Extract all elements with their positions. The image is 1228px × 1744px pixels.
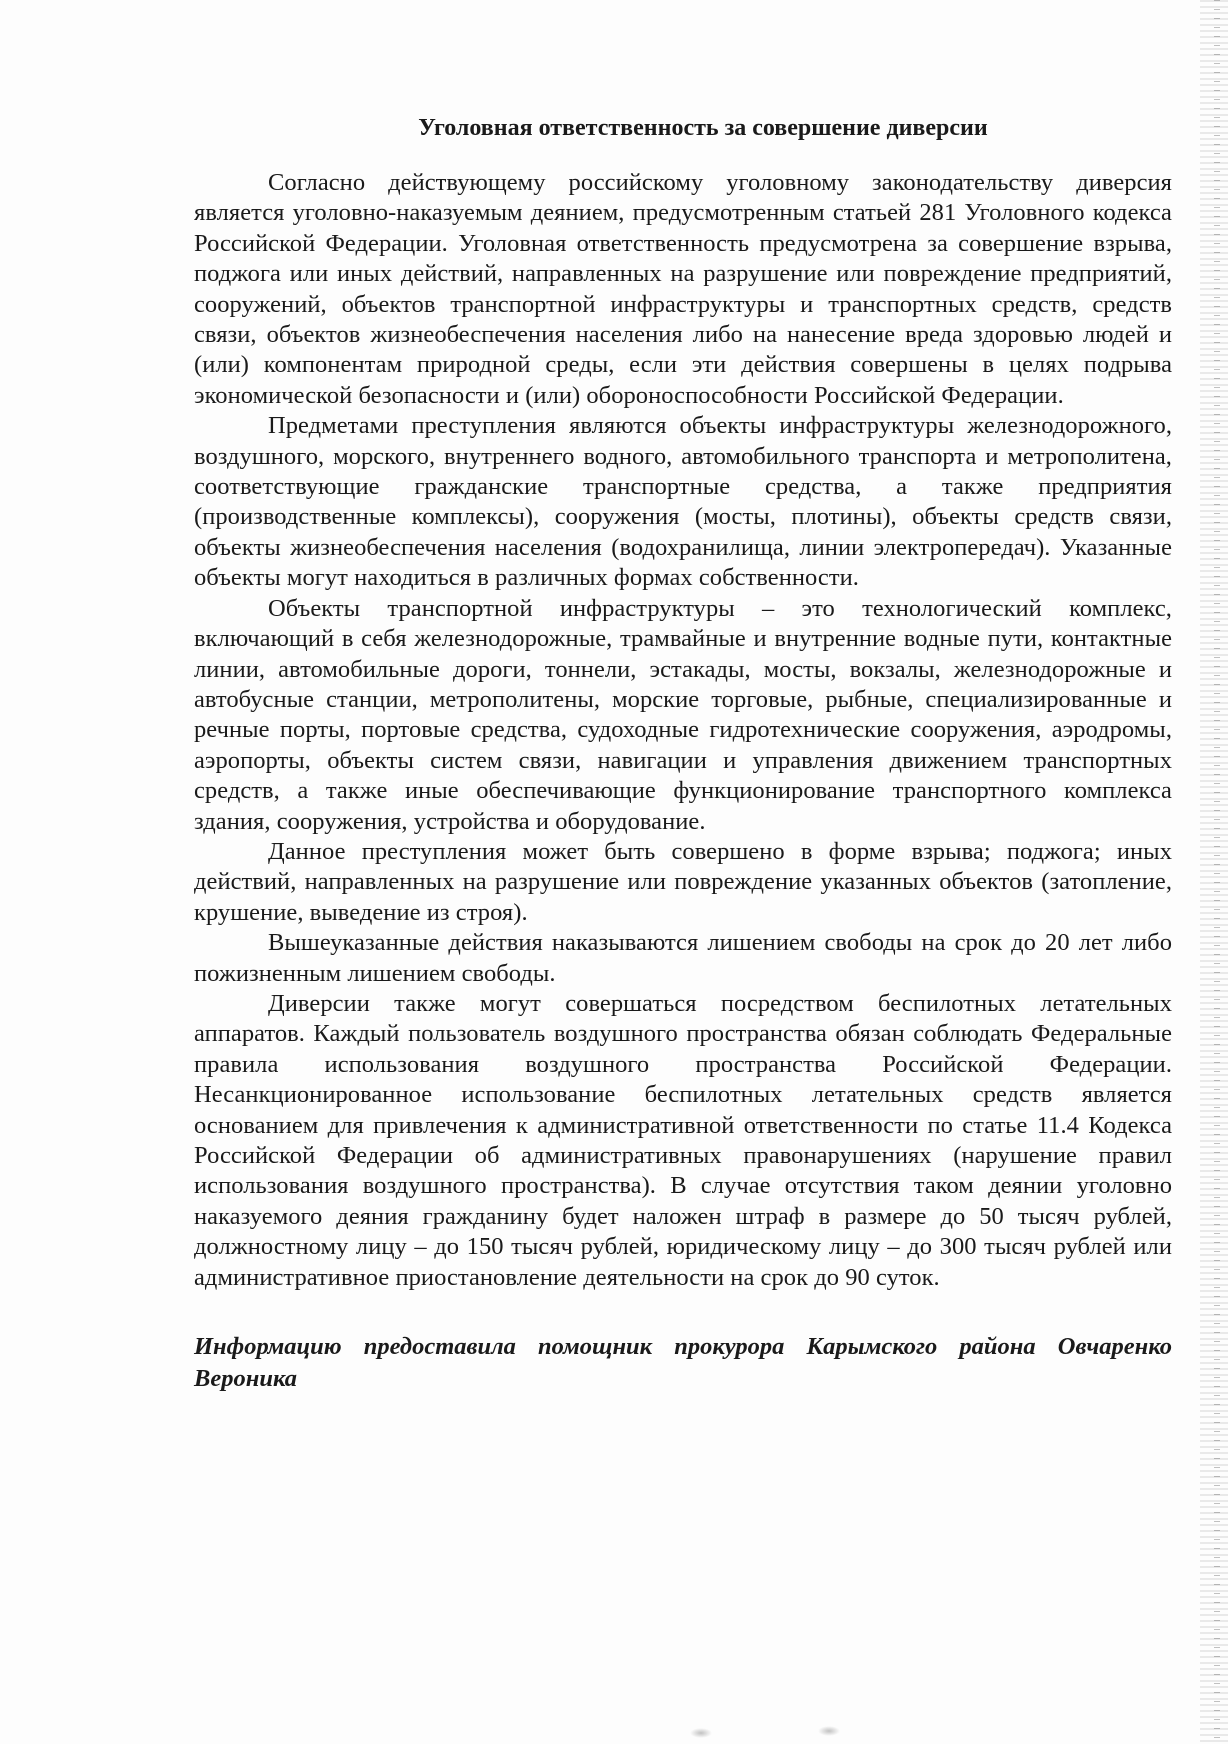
signature: Информацию предоставила помощник прокурора Карымского района Овчаренко Вероника [194,1333,1172,1393]
paragraph-4: Данное преступления может быть совершено в форме взрыва; поджога; иных действий, направленных на разрушение или повреждение указанных объектов (затопление, крушение, выведение из строя). [194,837,1172,926]
paragraph-6: Диверсии также могут совершаться посредством беспилотных летательных аппаратов. Каждый пользователь воздушного пространства обязан соблюдать Федеральные правила использования воздушного пространства Российской Федерации. Несанкционированное использование беспилотных летательных средств является основанием для привлечения к административной ответственности по статье 11.4 Кодекса Российской Федерации об административных правонарушениях (нарушение правил использования воздушного пространства). В случае отсутствия таком деянии уголовно наказуемого деяния гражданину будет наложен штраф в размере до 50 тысяч рублей, должностному лицу – до 150 тысяч рублей, юридическому лицу – до 300 тысяч рублей или административное приостановление деятельности на срок до 90 суток. [194,989,1172,1291]
paragraph-2: Предметами преступления являются объекты инфраструктуры железнодорожного, воздушного, морского, внутреннего водного, автомобильного транспорта и метрополитена, соответствующие гражданские транспортные средства, а также предприятия (производственные комплексы), сооружения (мосты, плотины), объекты средств связи, объекты жизнеобеспечения населения (водохранилища, линии электропередач). Указанные объекты могут находиться в различных формах собственности. [194,412,1172,592]
paragraph-1: Согласно действующему российскому уголовному законодательству диверсия является уголовно-наказуемым деянием, предусмотренным статьей 281 Уголовного кодекса Российской Федерации. Уголовная ответственность предусмотрена за совершение взрыва, поджога или иных действий, направленных на разрушение или повреждение предприятий, сооружений, объектов транспортной инфраструктуры и транспортных средств, средств связи, объектов жизнеобеспечения населения либо на нанесение вреда здоровью людей и (или) компонентам природной среды, если эти действия совершены в целях подрыва экономической безопасности и (или) обороноспособности Российской Федерации. [194,169,1172,409]
scan-artifact-lines [1214,0,1220,1744]
scan-smudge-left [690,1728,712,1738]
document-body [194,112,1172,1420]
scan-smudge-right [818,1726,840,1736]
paragraph-5: Вышеуказанные действия наказываются лишением свободы на срок до 20 лет либо пожизненным лишением свободы. [194,929,1172,987]
document-title: Уголовная ответственность за совершение диверсии [418,115,988,141]
paragraph-3: Объекты транспортной инфраструктуры – это технологический комплекс, включающий в себя железнодорожные, трамвайные и внутренние водные пути, контактные линии, автомобильные дороги, тоннели, эстакады, мосты, вокзалы, железнодорожные и автобусные станции, метрополитены, морские торговые, рыбные, специализированные и речные порты, портовые средства, судоходные гидротехнические сооружения, аэродромы, аэропорты, объекты систем связи, навигации и управления движением транспортных средств, а также иные обеспечивающие функционирование транспортного комплекса здания, сооружения, устройства и оборудование. [194,594,1172,835]
